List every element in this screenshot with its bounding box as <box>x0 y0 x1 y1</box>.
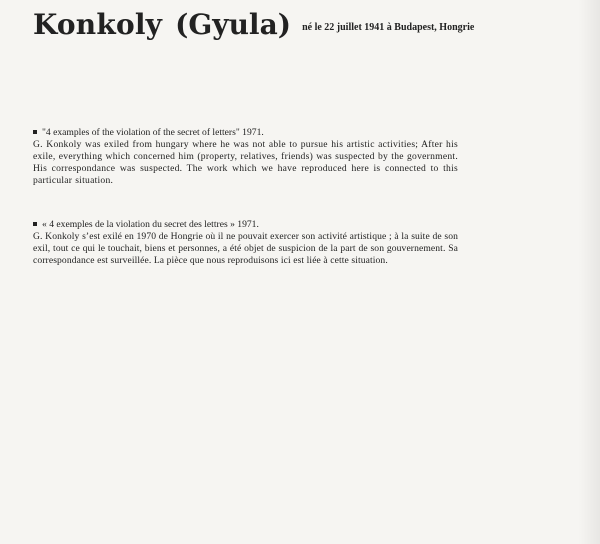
artist-birth-info: né le 22 juillet 1941 à Budapest, Hongrie <box>302 22 475 33</box>
french-description <box>33 219 458 267</box>
artist-given-name: (Gyula) <box>175 8 291 41</box>
artist-header <box>33 8 474 41</box>
french-title-line <box>33 219 458 231</box>
bullet-icon <box>33 130 37 134</box>
bullet-icon <box>33 222 37 226</box>
english-work-title: "4 examples of the violation of the secret of letters" 1971. <box>42 127 264 138</box>
artist-surname: Konkoly <box>33 8 163 41</box>
french-work-title: « 4 exemples de la violation du secret des lettres » 1971. <box>42 219 259 230</box>
english-body-text: G. Konkoly was exiled from hungary where he was not able to pursue his artistic activities; After his exile, everything which concerned him (property, relatives, friends) was suspected by the government. His correspondance was suspected. The work which we have reproduced here is connected to this particular situation. <box>33 138 458 186</box>
french-body-text: G. Konkoly s’est exilé en 1970 de Hongrie où il ne pouvait exercer son activité artistique ; à la suite de son exil, tout ce qui le touchait, biens et personnes, a été objet de suspicion de la part de son gouvernement. Sa correspondance est surveillée. La pièce que nous reproduisons ici est liée à cette situation. <box>33 230 458 266</box>
english-description <box>33 127 458 187</box>
english-title-line <box>33 127 458 139</box>
page-edge-shadow <box>578 0 600 544</box>
